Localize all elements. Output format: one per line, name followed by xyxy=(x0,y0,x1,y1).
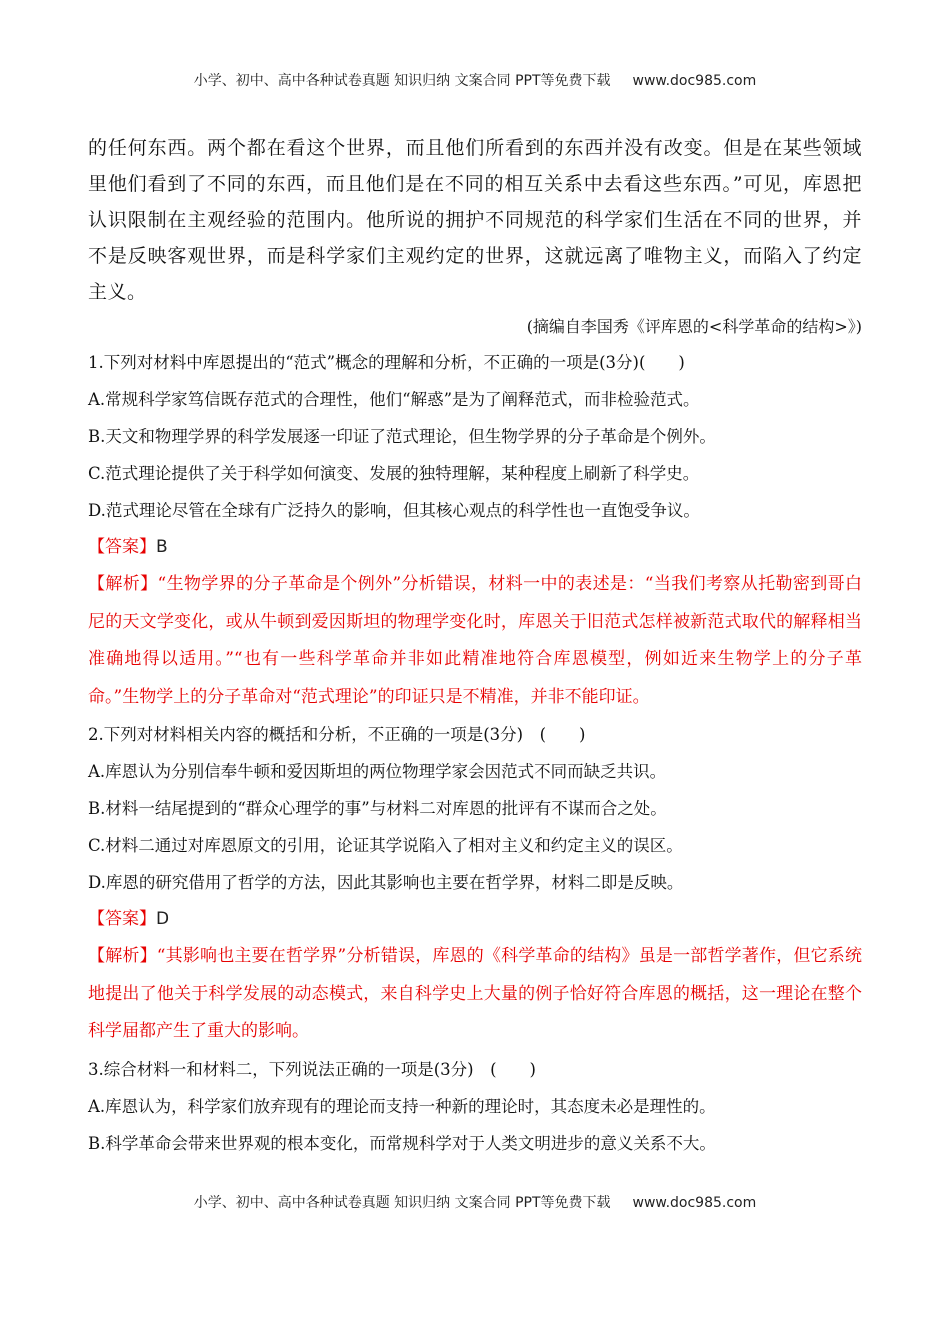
footer-text: 小学、初中、高中各种试卷真题 知识归纳 文案合同 PPT等免费下载 xyxy=(193,1195,611,1211)
explain-text: “其影响也主要在哲学界”分析错误，库恩的《科学革命的结构》虽是一部哲学著作，但它系统地提出了他关于科学发展的动态模式，来自科学史上大量的例子恰好符合库恩的概括，这一理论在整个科学届都产生了重大的影响。 xyxy=(88,946,862,1041)
header-url[interactable]: www.doc985.com xyxy=(632,73,757,89)
answer xyxy=(88,901,862,938)
page-footer xyxy=(0,1192,950,1212)
document-body xyxy=(88,130,862,1162)
option-d: D.范式理论尽管在全球有广泛持久的影响，但其核心观点的科学性也一直饱受争议。 xyxy=(88,501,700,520)
option-d: D.库恩的研究借用了哲学的方法，因此其影响也主要在哲学界，材料二即是反映。 xyxy=(88,873,684,892)
option-b: B.科学革命会带来世界观的根本变化，而常规科学对于人类文明进步的意义关系不大。 xyxy=(88,1133,716,1153)
explanation xyxy=(88,566,862,716)
explain-label: 【解析】 xyxy=(88,574,158,594)
question-stem: 2.下列对材料相关内容的概括和分析，不正确的一项是(3分) ( ) xyxy=(88,725,586,744)
header-text: 小学、初中、高中各种试卷真题 知识归纳 文案合同 PPT等免费下载 xyxy=(193,73,611,89)
answer-value: B xyxy=(156,537,168,557)
question-stem: 1.下列对材料中库恩提出的“范式”概念的理解和分析，不正确的一项是(3分)( ) xyxy=(88,353,685,372)
question-3 xyxy=(88,1051,862,1162)
question-stem: 3.综合材料一和材料二，下列说法正确的一项是(3分) ( ) xyxy=(88,1059,536,1079)
option-c: C.材料二通过对库恩原文的引用，论证其学说陷入了相对主义和约定主义的误区。 xyxy=(88,836,683,855)
option-a: A.库恩认为，科学家们放弃现有的理论而支持一种新的理论时，其态度未必是理性的。 xyxy=(88,1096,716,1116)
answer-label: 【答案】 xyxy=(88,909,156,929)
question-1 xyxy=(88,344,862,716)
option-b: B.天文和物理学界的科学发展逐一印证了范式理论，但生物学界的分子革命是个例外。 xyxy=(88,427,716,446)
passage-text: 的任何东西。两个都在看这个世界，而且他们所看到的东西并没有改变。但是在某些领域里他们看到了不同的东西，而且他们是在不同的相互关系中去看这些东西。”可见，库恩把认识限制在主观经验的范围内。他所说的拥护不同规范的科学家们生活在不同的世界，并不是反映客观世界，而是科学家们主观约定的世界，这就远离了唯物主义，而陷入了约定主义。 xyxy=(88,137,862,303)
passage-source: (摘编自李国秀《评库恩的<科学革命的结构>》) xyxy=(526,317,862,336)
answer xyxy=(88,529,862,566)
option-a: A.库恩认为分别信奉牛顿和爱因斯坦的两位物理学家会因范式不同而缺乏共识。 xyxy=(88,762,667,781)
explanation xyxy=(88,938,862,1051)
answer-value: D xyxy=(156,909,170,929)
footer-url[interactable]: www.doc985.com xyxy=(632,1195,757,1211)
page-header xyxy=(0,70,950,90)
explain-text: “生物学界的分子革命是个例外”分析错误，材料一中的表述是：“当我们考察从托勒密到哥白尼的天文学变化，或从牛顿到爱因斯坦的物理学变化时，库恩关于旧范式怎样被新范式取代的解释相当准确地得以适用。”“也有一些科学革命并非如此精准地符合库恩模型，例如近来生物学上的分子革命。”生物学上的分子革命对“范式理论”的印证只是不精准，并非不能印证。 xyxy=(88,574,863,707)
option-c: C.范式理论提供了关于科学如何演变、发展的独特理解，某种程度上刷新了科学史。 xyxy=(88,464,700,483)
option-b: B.材料一结尾提到的“群众心理学的事”与材料二对库恩的批评有不谋而合之处。 xyxy=(88,799,667,818)
explain-label: 【解析】 xyxy=(88,946,157,966)
option-a: A.常规科学家笃信既存范式的合理性，他们“解惑”是为了阐释范式，而非检验范式。 xyxy=(88,390,700,409)
answer-label: 【答案】 xyxy=(88,537,156,557)
question-2 xyxy=(88,716,862,1051)
